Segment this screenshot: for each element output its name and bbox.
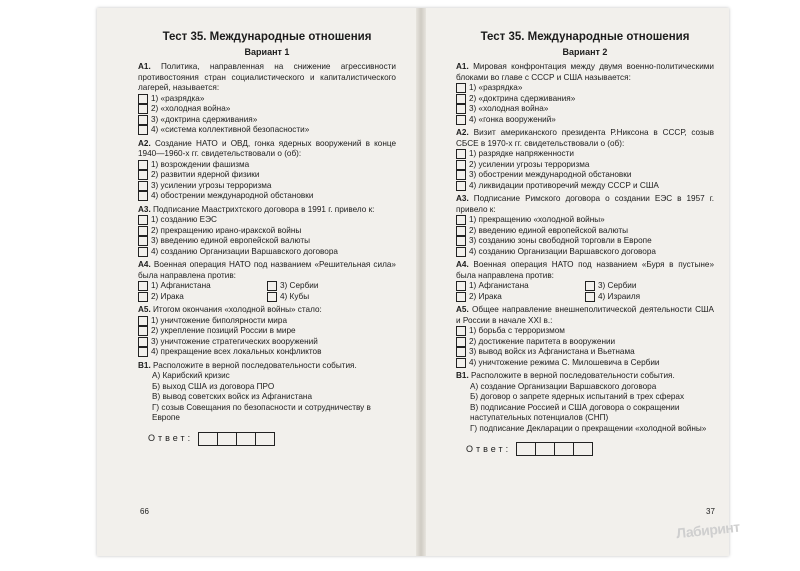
- option-checkbox[interactable]: 1) прекращению «холодной войны»: [456, 215, 714, 226]
- option-checkbox[interactable]: 4) созданию Организации Варшавского договора: [456, 247, 714, 258]
- option-checkbox[interactable]: 4) «гонка вооружений»: [456, 115, 714, 126]
- option-checkbox[interactable]: 3) усилении угрозы терроризма: [138, 181, 396, 192]
- answer-cell[interactable]: [255, 432, 275, 446]
- option-checkbox[interactable]: 1) уничтожение биполярности мира: [138, 316, 396, 327]
- question-a3: А3. Подписание Маастрихтского договора в 1991 г. привело к: 1) созданию ЕЭС 2) прекращению ирано-иракской войны 3) введению единой европейской валюты 4) созданию Организации Варшавского договора: [138, 205, 396, 258]
- page-title: Тест 35. Международные отношения: [480, 31, 690, 43]
- sequence-item: Б) выход США из договора ПРО: [152, 381, 275, 391]
- option-checkbox[interactable]: 4) прекращение всех локальных конфликтов: [138, 347, 396, 358]
- option-checkbox[interactable]: 4) Израиля: [585, 292, 714, 303]
- right-page: [456, 30, 714, 456]
- option-checkbox[interactable]: 3) введению единой европейской валюты: [138, 236, 396, 247]
- option-checkbox[interactable]: 2) укрепление позиций России в мире: [138, 326, 396, 337]
- watermark-logo: Лабиринт: [675, 518, 741, 542]
- option-checkbox[interactable]: 1) разрядке напряженности: [456, 149, 714, 160]
- answer-label: Ответ:: [148, 433, 194, 444]
- option-checkbox[interactable]: 1) возрождении фашизма: [138, 160, 396, 171]
- option-checkbox[interactable]: 1) Афганистана: [456, 281, 585, 292]
- book-gutter: [416, 8, 426, 556]
- option-checkbox[interactable]: 2) Ирака: [456, 292, 585, 303]
- option-checkbox[interactable]: 4) созданию Организации Варшавского договора: [138, 247, 396, 258]
- option-checkbox[interactable]: 4) ликвидации противоречий между СССР и США: [456, 181, 714, 192]
- sequence-item: А) создание Организации Варшавского договора: [470, 381, 657, 391]
- variant-label: Вариант 1: [244, 47, 290, 57]
- question-a4: А4. Военная операция НАТО под названием «Буря в пустыне» была направлена против: 1) Афганистана 3) Сербии 2) Ирака 4) Израиля: [456, 260, 714, 301]
- option-checkbox[interactable]: 3) «холодная война»: [456, 104, 714, 115]
- question-b1: В1. Расположите в верной последовательности события. А) создание Организации Варшавского договора Б) договор о запрете ядерных испытаний в трех сферах В) подписание Россией и США договора о сокращении наступательных потенциалов (СНП) Г) подписание Декларации о прекращении «холодной войны»: [456, 371, 714, 434]
- answer-row: [456, 442, 714, 456]
- option-checkbox[interactable]: 4) обострении международной обстановки: [138, 191, 396, 202]
- option-checkbox[interactable]: 2) прекращению ирано-иракской войны: [138, 226, 396, 237]
- answer-cell[interactable]: [516, 442, 536, 456]
- question-a2: А2. Визит американского президента Р.Никсона в СССР, созыв СБСЕ в 1970-х гг. свидетельствовали о (об): 1) разрядке напряженности 2) усилении угрозы терроризма 3) обострении международной обстановки 4) ликвидации противоречий между СССР и США: [456, 128, 715, 190]
- option-checkbox[interactable]: 3) Сербии: [267, 281, 396, 292]
- question-b1: В1. Расположите в верной последовательности события. А) Карибский кризис Б) выход США из договора ПРО В) вывод советских войск из Афганистана Г) созыв Совещания по безопасности и сотрудничеству в Европе: [138, 361, 396, 424]
- option-checkbox[interactable]: 1) борьба с терроризмом: [456, 326, 714, 337]
- sequence-item: А) Карибский кризис: [152, 371, 230, 380]
- option-checkbox[interactable]: 3) уничтожение стратегических вооружений: [138, 337, 396, 348]
- sequence-item: В) подписание Россией и США договора о сокращении наступательных потенциалов (СНП): [470, 402, 680, 422]
- option-checkbox[interactable]: 1) Афганистана: [138, 281, 267, 292]
- option-checkbox[interactable]: 2) усилении угрозы терроризма: [456, 160, 714, 171]
- option-checkbox[interactable]: 3) «доктрина сдерживания»: [138, 115, 396, 126]
- option-checkbox[interactable]: 2) введению единой европейской валюты: [456, 226, 714, 237]
- option-checkbox[interactable]: 2) достижение паритета в вооружении: [456, 337, 714, 348]
- answer-cell[interactable]: [535, 442, 555, 456]
- page-title: Тест 35. Международные отношения: [162, 31, 372, 43]
- option-checkbox[interactable]: 2) развитии ядерной физики: [138, 170, 396, 181]
- answer-cell[interactable]: [236, 432, 256, 446]
- answer-cell[interactable]: [573, 442, 593, 456]
- page-number: 66: [140, 507, 149, 516]
- variant-label: Вариант 2: [562, 47, 608, 57]
- answer-row: [138, 432, 396, 446]
- answer-cell[interactable]: [554, 442, 574, 456]
- sequence-item: Г) подписание Декларации о прекращении «холодной войны»: [470, 423, 707, 433]
- option-checkbox[interactable]: 1) «разрядка»: [456, 83, 714, 94]
- sequence-item: В) вывод советских войск из Афганистана: [152, 392, 312, 401]
- answer-cell[interactable]: [217, 432, 237, 446]
- option-checkbox[interactable]: 1) созданию ЕЭС: [138, 215, 396, 226]
- left-page: [138, 30, 396, 446]
- question-a5: А5. Итогом окончания «холодной войны» стало: 1) уничтожение биполярности мира 2) укрепление позиций России в мире 3) уничтожение стратегических вооружений 4) прекращение всех локальных конфликтов: [138, 305, 396, 358]
- option-checkbox[interactable]: 3) вывод войск из Афганистана и Вьетнама: [456, 347, 714, 358]
- option-checkbox[interactable]: 2) «холодная война»: [138, 104, 396, 115]
- option-checkbox[interactable]: 4) уничтожение режима С. Милошевича в Сербии: [456, 358, 714, 369]
- page-number: 37: [706, 507, 715, 516]
- option-checkbox[interactable]: 3) Сербии: [585, 281, 714, 292]
- sequence-item: Б) договор о запрете ядерных испытаний в трех сферах: [470, 392, 685, 401]
- option-checkbox[interactable]: 2) «доктрина сдерживания»: [456, 94, 714, 105]
- question-a1: А1. Мировая конфронтация между двумя военно-политическими блоками во главе с СССР и США называется: 1) «разрядка» 2) «доктрина сдерживания» 3) «холодная война» 4) «гонка вооружений»: [456, 62, 714, 124]
- option-checkbox[interactable]: 4) Кубы: [267, 292, 396, 303]
- option-checkbox[interactable]: 1) «разрядка»: [138, 94, 396, 105]
- question-a5: А5. Общее направление внешнеполитической деятельности США и России в начале XXI в.: 1) борьба с терроризмом 2) достижение паритета в вооружении 3) вывод войск из Афганистана и Вьетнама 4) уничтожение режима С. Милошевича в Сербии: [456, 305, 714, 367]
- question-a2: А2. Создание НАТО и ОВД, гонка ядерных вооружений в конце 1940—1960-х гг. свидетельствовали о (об): 1) возрождении фашизма 2) развитии ядерной физики 3) усилении угрозы терроризма 4) обострении международной обстановки: [138, 138, 396, 200]
- option-checkbox[interactable]: 3) обострении международной обстановки: [456, 170, 714, 181]
- option-checkbox[interactable]: 2) Ирака: [138, 292, 267, 303]
- question-a1: А1. Политика, направленная на снижение агрессивности противостояния стран социалистического и капиталистического лагерей, называется: 1) «разрядка» 2) «холодная война» 3) «доктрина сдерживания» 4) «система коллективной безопасности»: [138, 62, 396, 134]
- answer-label: Ответ:: [466, 443, 512, 454]
- option-checkbox[interactable]: 3) созданию зоны свободной торговли в Европе: [456, 236, 714, 247]
- sequence-item: Г) созыв Совещания по безопасности и сотрудничеству в Европе: [152, 402, 371, 422]
- question-a4: А4. Военная операция НАТО под названием «Решительная сила» была направлена против: 1) Афганистана 3) Сербии 2) Ирака 4) Кубы: [138, 260, 396, 301]
- answer-cell[interactable]: [198, 432, 218, 446]
- question-a3: А3. Подписание Римского договора о создании ЕЭС в 1957 г. привело к: 1) прекращению «холодной войны» 2) введению единой европейской валюты 3) созданию зоны свободной торговли в Европе 4) созданию Организации Варшавского договора: [456, 194, 714, 256]
- option-checkbox[interactable]: 4) «система коллективной безопасности»: [138, 125, 396, 136]
